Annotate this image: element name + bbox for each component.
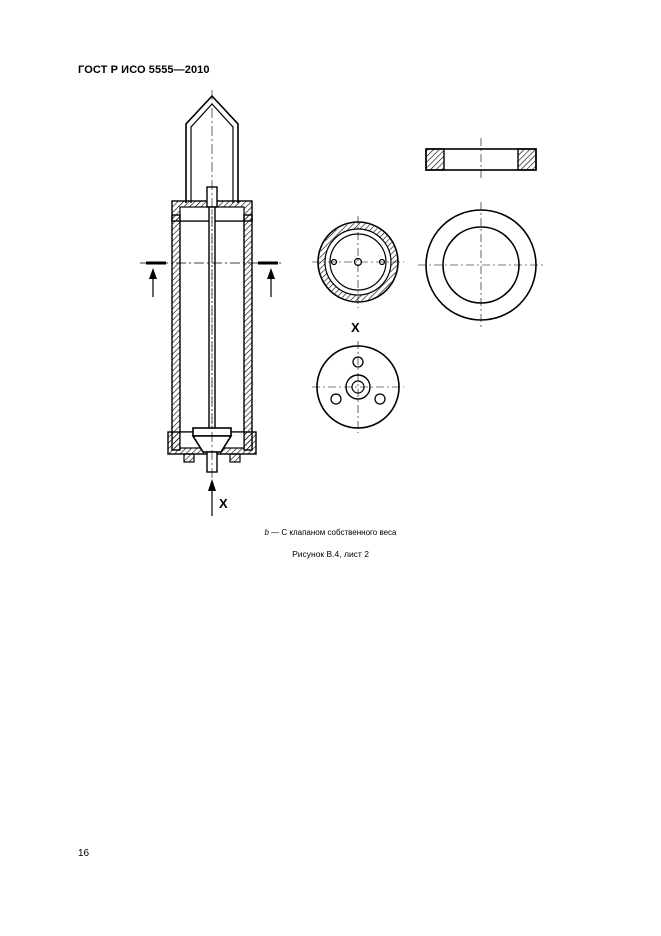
section-arrow-left [149, 268, 157, 297]
section-arrow-right [267, 268, 275, 297]
view-x-plate [312, 341, 404, 433]
sampler-right-wall [244, 215, 252, 450]
ring-section-view [426, 138, 536, 180]
sampler-left-wall [172, 215, 180, 450]
subcaption-lead: b [264, 528, 269, 537]
figure-subcaption [0, 528, 661, 537]
view-label-x: X [219, 496, 228, 511]
view-arrow-x [208, 479, 216, 516]
document-header: ГОСТ Р ИСО 5555—2010 [78, 64, 210, 76]
view-label-x-top: X [351, 320, 360, 335]
sampler-side-view [140, 90, 284, 478]
subcaption-text: — С клапаном собственного веса [268, 528, 397, 537]
section-view-circle [312, 216, 404, 308]
ring-plan-view [418, 202, 544, 328]
page-number: 16 [78, 848, 90, 859]
figure-caption: Рисунок В.4, лист 2 [292, 549, 369, 559]
